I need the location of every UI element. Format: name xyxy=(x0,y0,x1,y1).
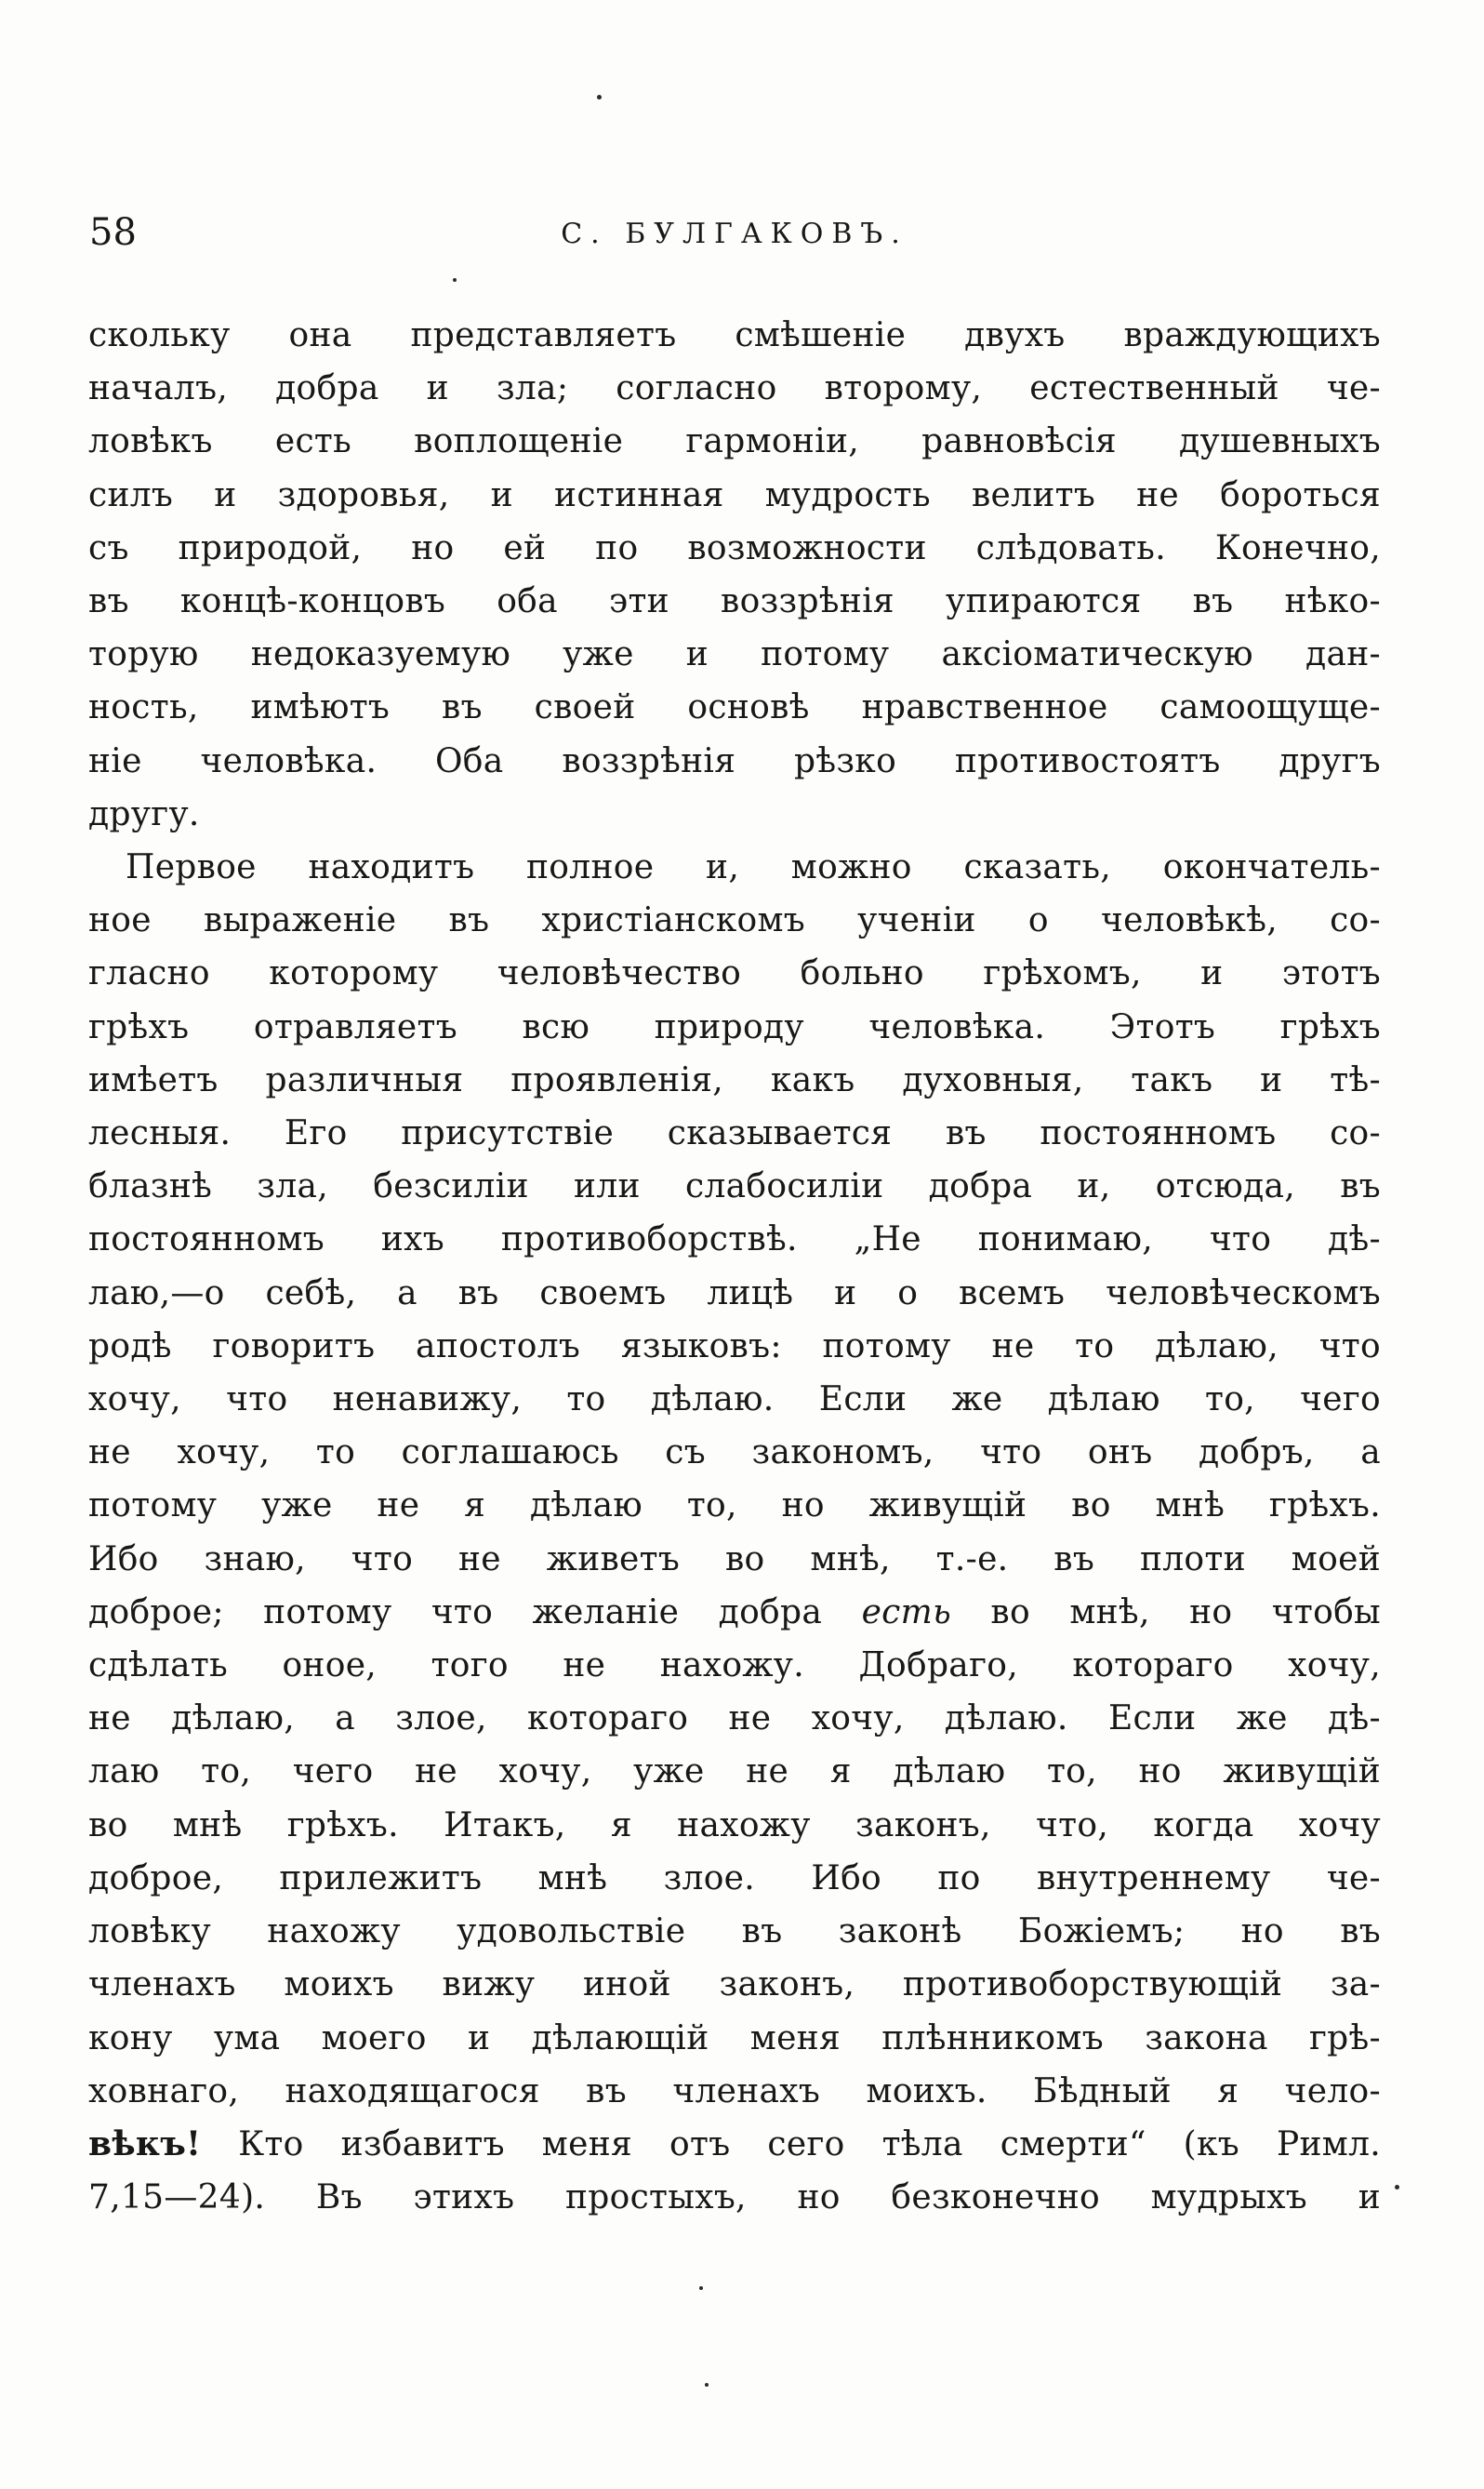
text-line xyxy=(88,2065,1381,2118)
text-segment: во мнѣ грѣхъ. Итакъ, я нахожу законъ, что, когда хочу xyxy=(88,1805,1381,1844)
text-segment: есть xyxy=(861,1592,951,1631)
text-segment: ховнаго, находящагося въ членахъ моихъ. Бѣдный я чело- xyxy=(88,2071,1381,2110)
text-segment: лесныя. Его присутствіе сказывается въ постоянномъ со- xyxy=(88,1114,1381,1153)
text-line xyxy=(88,628,1381,681)
ink-speck xyxy=(597,95,602,100)
text-line xyxy=(88,1692,1381,1745)
text-segment: ное выраженіе въ христіанскомъ ученіи о человѣкѣ, со- xyxy=(88,901,1381,940)
text-line xyxy=(88,1479,1381,1532)
text-segment: Первое находитъ полное и, можно сказать, окончатель- xyxy=(126,848,1381,887)
running-header-title: С. БУЛГАКОВЪ. xyxy=(561,218,908,250)
text-segment: 7,15—24). Въ этихъ простыхъ, но безконечно мудрыхъ и xyxy=(88,2178,1381,2217)
text-line xyxy=(88,1852,1381,1905)
text-line xyxy=(88,1905,1381,1958)
text-segment: ловѣкъ есть воплощеніе гармоніи, равновѣсія душевныхъ xyxy=(88,422,1381,461)
text-line xyxy=(88,1639,1381,1692)
text-segment: скольку она представляетъ смѣшеніе двухъ враждующихъ xyxy=(88,316,1381,354)
text-segment: ніе человѣка. Оба воззрѣнія рѣзко противостоятъ другъ xyxy=(88,741,1381,780)
text-segment: грѣхъ отравляетъ всю природу человѣка. Этотъ грѣхъ xyxy=(88,1007,1381,1046)
text-segment: не хочу, то соглашаюсь съ закономъ, что онъ добръ, а xyxy=(88,1433,1381,1472)
text-line xyxy=(88,1586,1381,1639)
text-segment: Ибо знаю, что не живетъ во мнѣ, т.-е. въ плоти моей xyxy=(88,1539,1381,1578)
text-line xyxy=(88,841,1381,894)
text-line xyxy=(88,1373,1381,1426)
text-segment: ность, имѣютъ въ своей основѣ нравственное самоощуще- xyxy=(88,688,1381,727)
body-text xyxy=(88,309,1381,2224)
text-segment: другу. xyxy=(88,794,200,833)
text-line xyxy=(88,1320,1381,1373)
text-line xyxy=(88,1745,1381,1798)
text-line xyxy=(88,1799,1381,1852)
text-line xyxy=(88,575,1381,628)
page-number: 58 xyxy=(89,211,137,254)
text-line xyxy=(88,2118,1381,2171)
text-segment: доброе; потому что желаніе добра xyxy=(88,1592,862,1631)
text-line xyxy=(88,1160,1381,1213)
text-segment: имѣетъ различныя проявленія, какъ духовныя, такъ и тѣ- xyxy=(88,1060,1381,1099)
text-line xyxy=(88,1107,1381,1160)
text-segment: постоянномъ ихъ противоборствѣ. „Не понимаю, что дѣ- xyxy=(88,1220,1381,1259)
text-segment: лаю то, чего не хочу, уже не я дѣлаю то, но живущій xyxy=(88,1752,1381,1791)
text-segment: не дѣлаю, а злое, котораго не хочу, дѣлаю. Если же дѣ- xyxy=(88,1699,1381,1738)
text-segment: съ природой, но ей по возможности слѣдовать. Конечно, xyxy=(88,528,1381,567)
text-line xyxy=(88,894,1381,947)
text-segment: гласно которому человѣчество больно грѣхомъ, и этотъ xyxy=(88,954,1381,993)
text-line xyxy=(88,469,1381,522)
text-line xyxy=(88,1001,1381,1054)
text-line xyxy=(88,309,1381,362)
text-segment: родѣ говоритъ апостолъ языковъ: потому не то дѣлаю, что xyxy=(88,1326,1381,1365)
text-line xyxy=(88,1267,1381,1320)
text-line xyxy=(88,1213,1381,1266)
text-line xyxy=(88,522,1381,575)
text-segment: лаю,—о себѣ, а въ своемъ лицѣ и о всемъ человѣческомъ xyxy=(88,1273,1381,1312)
text-segment: въ концѣ-концовъ оба эти воззрѣнія упираются въ нѣко- xyxy=(88,582,1381,621)
text-segment: ловѣку нахожу удовольствіе въ законѣ Божіемъ; но въ xyxy=(88,1912,1381,1951)
text-segment: силъ и здоровья, и истинная мудрость велитъ не бороться xyxy=(88,475,1381,514)
text-segment: во мнѣ, но чтобы xyxy=(950,1592,1381,1631)
ink-speck xyxy=(453,278,457,282)
text-segment: членахъ моихъ вижу иной законъ, противоборствующій за- xyxy=(88,1965,1381,2004)
ink-speck xyxy=(705,2383,709,2387)
text-segment: потому уже не я дѣлаю то, но живущій во мнѣ грѣхъ. xyxy=(88,1486,1381,1525)
text-line xyxy=(88,735,1381,788)
text-line xyxy=(88,1054,1381,1107)
ink-speck xyxy=(1395,2185,1399,2190)
text-segment: вѣкъ! xyxy=(88,2123,202,2163)
ink-speck xyxy=(699,2286,703,2290)
text-segment: Кто избавитъ меня отъ сего тѣла смерти“ (къ Римл. xyxy=(201,2124,1381,2163)
text-line xyxy=(88,1426,1381,1479)
text-line xyxy=(88,2012,1381,2065)
text-line xyxy=(88,788,1381,841)
text-line xyxy=(88,1958,1381,2011)
text-line xyxy=(88,2171,1381,2224)
text-line xyxy=(88,947,1381,1000)
text-segment: кону ума моего и дѣлающій меня плѣнникомъ закона грѣ- xyxy=(88,2018,1381,2057)
text-line xyxy=(88,415,1381,468)
text-segment: доброе, прилежитъ мнѣ злое. Ибо по внутреннему че- xyxy=(88,1858,1381,1897)
text-segment: торую недоказуемую уже и потому аксіоматическую дан- xyxy=(88,635,1381,674)
text-line xyxy=(88,1533,1381,1586)
text-segment: хочу, что ненавижу, то дѣлаю. Если же дѣлаю то, чего xyxy=(88,1380,1381,1419)
text-segment: блазнѣ зла, безсиліи или слабосиліи добра и, отсюда, въ xyxy=(88,1167,1381,1206)
text-line xyxy=(88,362,1381,415)
text-segment: сдѣлать оное, того не нахожу. Добраго, котораго хочу, xyxy=(88,1646,1381,1685)
text-line xyxy=(88,681,1381,734)
text-segment: началъ, добра и зла; согласно второму, естественный че- xyxy=(88,369,1381,408)
